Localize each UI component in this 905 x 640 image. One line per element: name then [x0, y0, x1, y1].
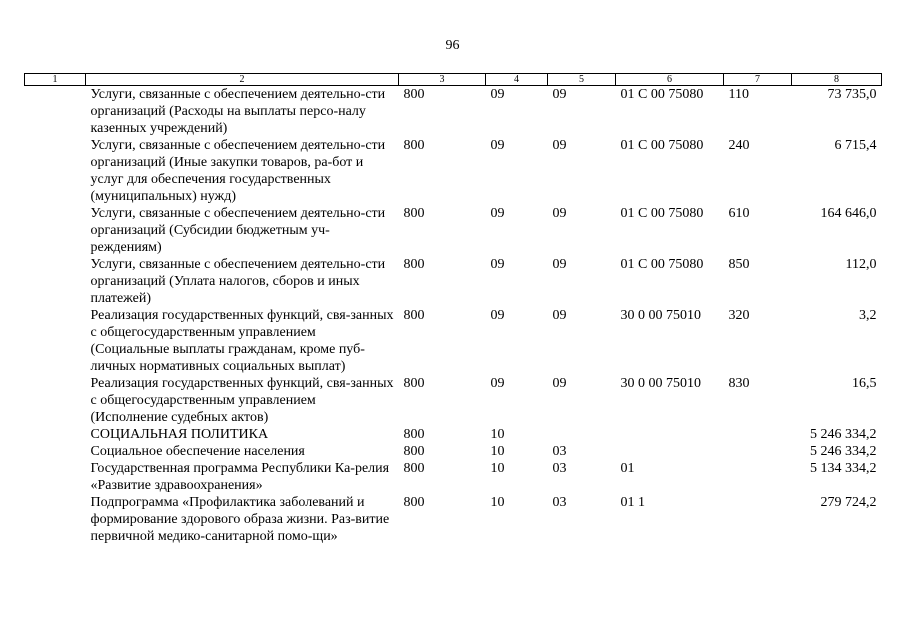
row-index-cell	[25, 375, 86, 426]
item-name: СОЦИАЛЬНАЯ ПОЛИТИКА	[90, 427, 269, 442]
amount-value: 112,0	[845, 257, 877, 272]
item-name: Реализация государственных функций, свя-занных с общегосударственным управлением (Исполнение судебных актов)	[90, 376, 394, 425]
row-index-cell	[25, 443, 86, 460]
section-code: 09	[490, 308, 505, 323]
target-article-code: 01 С 00 75080	[620, 206, 704, 221]
table-row	[25, 205, 882, 256]
ministry-code: 800	[403, 206, 425, 221]
ministry-code: 800	[403, 461, 425, 476]
subsection-code: 09	[552, 87, 567, 102]
section-code: 09	[490, 87, 505, 102]
amount-value: 5 246 334,2	[810, 427, 877, 442]
table-row	[25, 256, 882, 307]
column-number: 7	[724, 74, 792, 86]
amount-value: 279 724,2	[820, 495, 877, 510]
item-name: Подпрограмма «Профилактика заболеваний и формирование здорового образа жизни. Раз-витие первичной медико-санитарной помо-щи»	[90, 495, 390, 544]
expense-type-code: 320	[728, 308, 750, 323]
amount-value: 5 246 334,2	[810, 444, 877, 459]
column-number-row	[25, 74, 882, 86]
table-row	[25, 494, 882, 545]
row-index-cell	[25, 460, 86, 494]
item-name: Реализация государственных функций, свя-занных с общегосударственным управлением (Социальные выплаты гражданам, кроме пуб-личных нормативных социальных выплат)	[90, 308, 394, 374]
section-code: 10	[490, 461, 505, 476]
row-index-cell	[25, 307, 86, 375]
target-article-code: 01 С 00 75080	[620, 257, 704, 272]
subsection-code: 03	[552, 495, 567, 510]
column-number: 5	[548, 74, 616, 86]
amount-value: 16,5	[852, 376, 877, 391]
table-row	[25, 426, 882, 443]
subsection-code: 09	[552, 257, 567, 272]
target-article-code: 01 1	[620, 495, 645, 510]
amount-value: 73 735,0	[827, 87, 877, 102]
expense-type-code: 610	[728, 206, 750, 221]
section-code: 09	[490, 257, 505, 272]
expense-type-code	[724, 426, 792, 443]
target-article-code	[616, 426, 724, 443]
expense-type-code: 830	[728, 376, 750, 391]
ministry-code: 800	[403, 87, 425, 102]
table-row	[25, 86, 882, 138]
section-code: 09	[490, 206, 505, 221]
row-index-cell	[25, 86, 86, 138]
subsection-code: 09	[552, 376, 567, 391]
table-row	[25, 375, 882, 426]
subsection-code	[548, 426, 616, 443]
expense-type-code	[724, 460, 792, 494]
row-index-cell	[25, 137, 86, 205]
expense-type-code	[724, 443, 792, 460]
amount-value: 5 134 334,2	[810, 461, 877, 476]
item-name: Услуги, связанные с обеспечением деятельно-сти организаций (Уплата налогов, сборов и иных платежей)	[90, 257, 386, 306]
row-index-cell	[25, 205, 86, 256]
column-number: 3	[399, 74, 486, 86]
section-code: 09	[490, 376, 505, 391]
expense-type-code: 850	[728, 257, 750, 272]
ministry-code: 800	[403, 427, 425, 442]
subsection-code: 03	[552, 444, 567, 459]
budget-table	[24, 73, 882, 545]
expense-type-code	[724, 494, 792, 545]
row-index-cell	[25, 426, 86, 443]
column-number: 2	[86, 74, 399, 86]
target-article-code: 01 С 00 75080	[620, 138, 704, 153]
row-index-cell	[25, 256, 86, 307]
amount-value: 3,2	[859, 308, 877, 323]
row-index-cell	[25, 494, 86, 545]
item-name: Услуги, связанные с обеспечением деятельно-сти организаций (Иные закупки товаров, ра-бот и услуг для обеспечения государственных (муниципальных) нужд)	[90, 138, 386, 204]
column-number: 1	[25, 74, 86, 86]
subsection-code: 09	[552, 206, 567, 221]
amount-value: 164 646,0	[820, 206, 877, 221]
section-code: 10	[490, 444, 505, 459]
amount-value: 6 715,4	[834, 138, 877, 153]
ministry-code: 800	[403, 495, 425, 510]
target-article-code: 01	[620, 461, 635, 476]
page-number: 96	[445, 38, 460, 53]
ministry-code: 800	[403, 444, 425, 459]
table-row	[25, 443, 882, 460]
item-name: Услуги, связанные с обеспечением деятельно-сти организаций (Расходы на выплаты персо-налу казенных учреждений)	[90, 87, 386, 136]
section-code: 09	[490, 138, 505, 153]
target-article-code: 30 0 00 75010	[620, 308, 701, 323]
target-article-code: 01 С 00 75080	[620, 87, 704, 102]
column-number: 8	[792, 74, 882, 86]
table-row	[25, 307, 882, 375]
table-header	[25, 74, 882, 86]
target-article-code: 30 0 00 75010	[620, 376, 701, 391]
expense-type-code: 110	[728, 87, 749, 102]
subsection-code: 09	[552, 138, 567, 153]
column-number: 4	[486, 74, 548, 86]
subsection-code: 09	[552, 308, 567, 323]
table-body	[25, 86, 882, 546]
item-name: Социальное обеспечение населения	[90, 444, 305, 459]
ministry-code: 800	[403, 376, 425, 391]
column-number: 6	[616, 74, 724, 86]
ministry-code: 800	[403, 257, 425, 272]
subsection-code: 03	[552, 461, 567, 476]
table-row	[25, 460, 882, 494]
section-code: 10	[490, 427, 505, 442]
target-article-code	[616, 443, 724, 460]
item-name: Государственная программа Республики Ка-релия «Развитие здравоохранения»	[90, 461, 390, 493]
expense-type-code: 240	[728, 138, 750, 153]
section-code: 10	[490, 495, 505, 510]
ministry-code: 800	[403, 308, 425, 323]
table-row	[25, 137, 882, 205]
ministry-code: 800	[403, 138, 425, 153]
item-name: Услуги, связанные с обеспечением деятельно-сти организаций (Субсидии бюджетным уч-реждениям)	[90, 206, 386, 255]
